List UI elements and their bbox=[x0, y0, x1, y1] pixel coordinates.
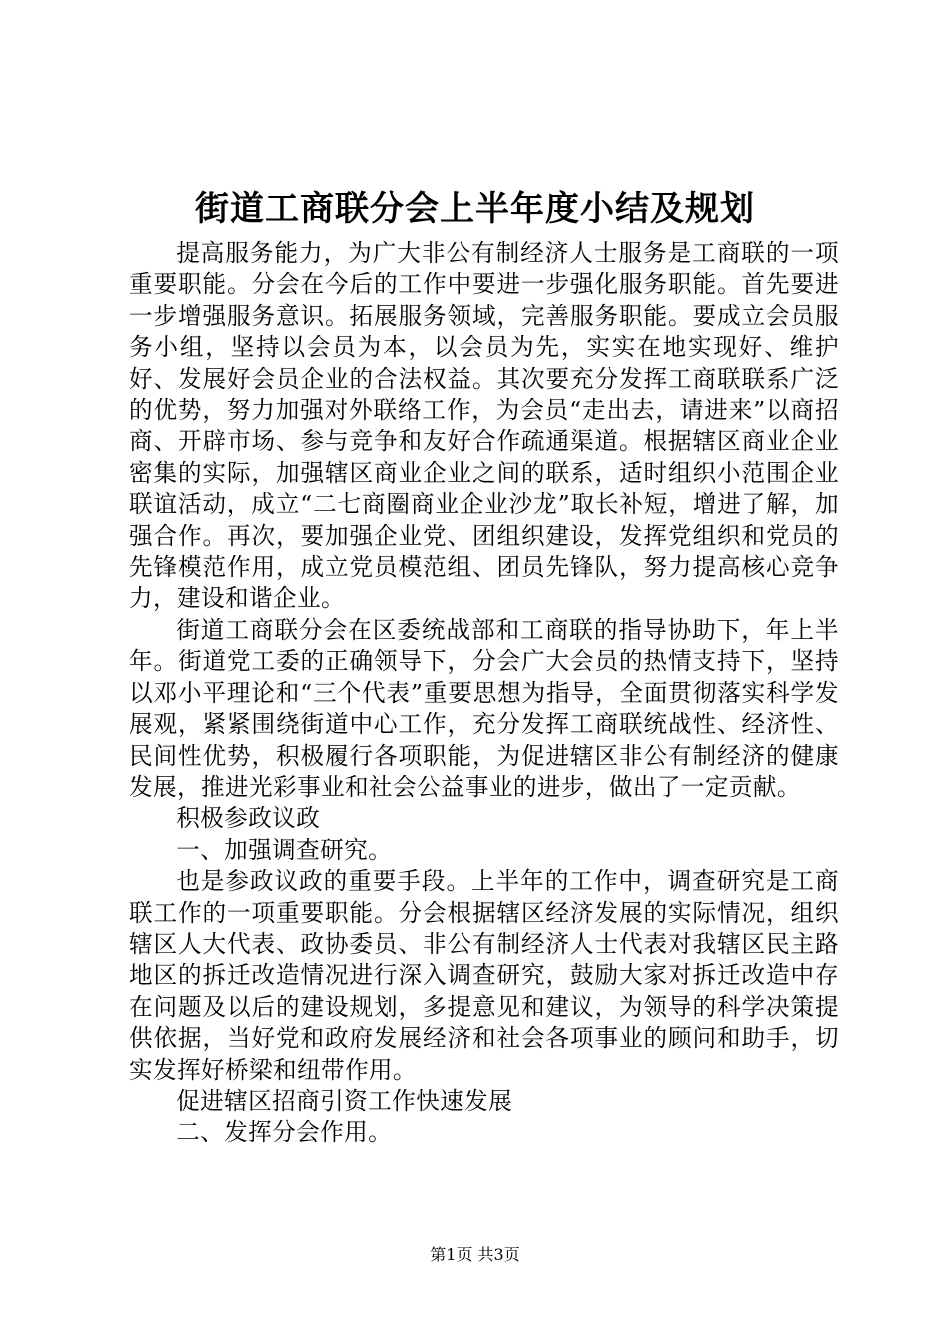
document-body bbox=[129, 238, 839, 1149]
heading-participation: 积极参政议政 bbox=[176, 804, 321, 833]
heading-research: 一、加强调查研究。 bbox=[176, 835, 393, 864]
heading-investment: 促进辖区招商引资工作快速发展 bbox=[176, 1086, 513, 1115]
paragraph-overview: 街道工商联分会在区委统战部和工商联的指导协助下，年上半年。街道党工委的正确领导下，分会广大会员的热情支持下，坚持以邓小平理论和“三个代表”重要思想为指导，全面贯彻落实科学发展观，紧紧围绕街道中心工作，充分发挥工商联统战性、经济性、民间性优势，积极履行各项职能，为促进辖区非公有制经济的健康发展，推进光彩事业和社会公益事业的进步，做出了一定贡献。 bbox=[129, 615, 839, 801]
paragraph-service: 提高服务能力，为广大非公有制经济人士服务是工商联的一项重要职能。分会在今后的工作中要进一步强化服务职能。首先要进一步增强服务意识。拓展服务领域，完善服务职能。要成立会员服务小组，坚持以会员为本，以会员为先，实实在地实现好、维护好、发展好会员企业的合法权益。其次要充分发挥工商联联系广泛的优势，努力加强对外联络工作，为会员“走出去，请进来”以商招商、开辟市场、参与竞争和友好合作疏通渠道。根据辖区商业企业密集的实际，加强辖区商业企业之间的联系，适时组织小范围企业联谊活动，成立“二七商圈商业企业沙龙”取长补短，增进了解，加强合作。再次，要加强企业党、团组织建设，发挥党组织和党员的先锋模范作用，成立党员模范组、团员先锋队，努力提高核心竞争力，建设和谐企业。 bbox=[129, 239, 839, 613]
document-title: 街道工商联分会上半年度小结及规划 bbox=[195, 189, 755, 229]
paragraph-research: 也是参政议政的重要手段。上半年的工作中，调查研究是工商联工作的一项重要职能。分会根据辖区经济发展的实际情况，组织辖区人大代表、政协委员、非公有制经济人士代表对我辖区民主路地区的拆迁改造情况进行深入调查研究，鼓励大家对拆迁改造中存在问题及以后的建设规划，多提意见和建议，为领导的科学决策提供依据，当好党和政府发展经济和社会各项事业的顾问和助手，切实发挥好桥梁和纽带作用。 bbox=[129, 867, 839, 1084]
page-number: 第1页 共3页 bbox=[430, 1245, 520, 1264]
heading-branch-role: 二、发挥分会作用。 bbox=[176, 1118, 393, 1147]
